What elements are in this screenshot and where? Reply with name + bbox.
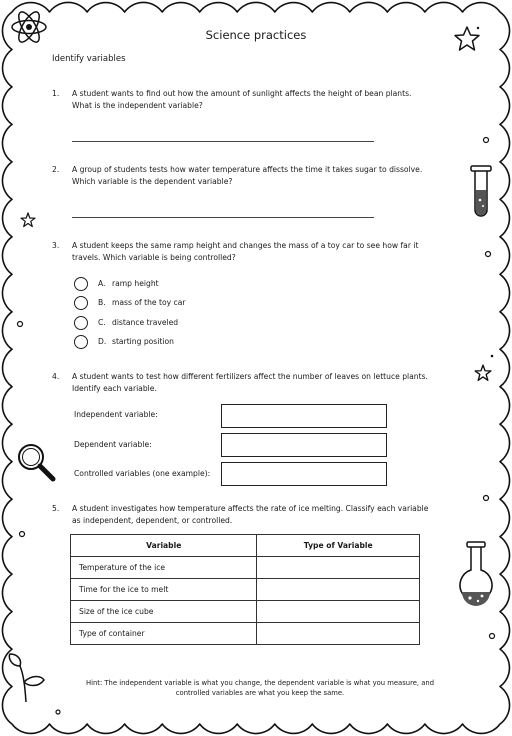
- question-4: [52, 371, 452, 395]
- question-number: 1.: [52, 89, 60, 98]
- question-number: 5.: [52, 504, 60, 513]
- table-row: [71, 623, 420, 645]
- independent-variable-box[interactable]: [221, 404, 387, 428]
- question-text: A student wants to find out how the amount of sunlight affects the height of bean plants. What is the independent variable?: [72, 89, 412, 110]
- option-text: starting position: [112, 337, 174, 346]
- question-3: [52, 240, 452, 264]
- option-text: distance traveled: [112, 318, 179, 327]
- worksheet-title: Science practices: [205, 28, 307, 42]
- radio-circle[interactable]: [74, 277, 88, 291]
- hint-text: Hint: The independent variable is what you change, the dependent variable is what you measure, and controlled variables are what you keep the same.: [85, 679, 435, 697]
- radio-circle[interactable]: [74, 296, 88, 310]
- variable-cell: Temperature of the ice: [71, 557, 257, 579]
- column-header: Variable: [71, 535, 257, 557]
- option-text: mass of the toy car: [112, 298, 186, 307]
- question-number: 3.: [52, 241, 60, 250]
- option-letter: B.: [98, 298, 106, 307]
- variable-cell: Type of container: [71, 623, 257, 645]
- field-label-controlled: Controlled variables (one example):: [74, 469, 211, 478]
- radio-circle[interactable]: [74, 316, 88, 330]
- question-text: A student keeps the same ramp height and changes the mass of a toy car to see how far it travels. Which variable is being controlled?: [72, 241, 419, 262]
- option-letter: D.: [98, 337, 107, 346]
- answer-line-2[interactable]: [72, 217, 374, 218]
- classification-table: [70, 534, 420, 645]
- question-text: A group of students tests how water temperature affects the time it takes sugar to dissolve. Which variable is the dependent variable?: [72, 165, 423, 186]
- table-row: [71, 579, 420, 601]
- table-header-row: [71, 535, 420, 557]
- option-text: ramp height: [112, 279, 159, 288]
- section-subtitle: Identify variables: [52, 54, 126, 64]
- variable-cell: Size of the ice cube: [71, 601, 257, 623]
- field-label-dependent: Dependent variable:: [74, 440, 152, 449]
- type-answer-cell[interactable]: [257, 579, 420, 601]
- type-answer-cell[interactable]: [257, 623, 420, 645]
- question-1: [52, 88, 452, 112]
- field-label-independent: Independent variable:: [74, 410, 158, 419]
- question-number: 4.: [52, 372, 60, 381]
- type-answer-cell[interactable]: [257, 601, 420, 623]
- answer-line-1[interactable]: [72, 141, 374, 142]
- controlled-variable-box[interactable]: [221, 462, 387, 486]
- option-letter: A.: [98, 279, 106, 288]
- table-row: [71, 557, 420, 579]
- dependent-variable-box[interactable]: [221, 433, 387, 457]
- question-2: [52, 164, 452, 188]
- option-letter: C.: [98, 318, 106, 327]
- question-5: [52, 503, 452, 527]
- question-text: A student wants to test how different fertilizers affect the number of leaves on lettuce plants. Identify each variable.: [72, 372, 428, 393]
- radio-circle[interactable]: [74, 335, 88, 349]
- question-text: A student investigates how temperature affects the rate of ice melting. Classify each variable as independent, dependent, or controlled.: [72, 504, 429, 525]
- question-number: 2.: [52, 165, 60, 174]
- column-header: Type of Variable: [257, 535, 420, 557]
- type-answer-cell[interactable]: [257, 557, 420, 579]
- variable-cell: Time for the ice to melt: [71, 579, 257, 601]
- table-row: [71, 601, 420, 623]
